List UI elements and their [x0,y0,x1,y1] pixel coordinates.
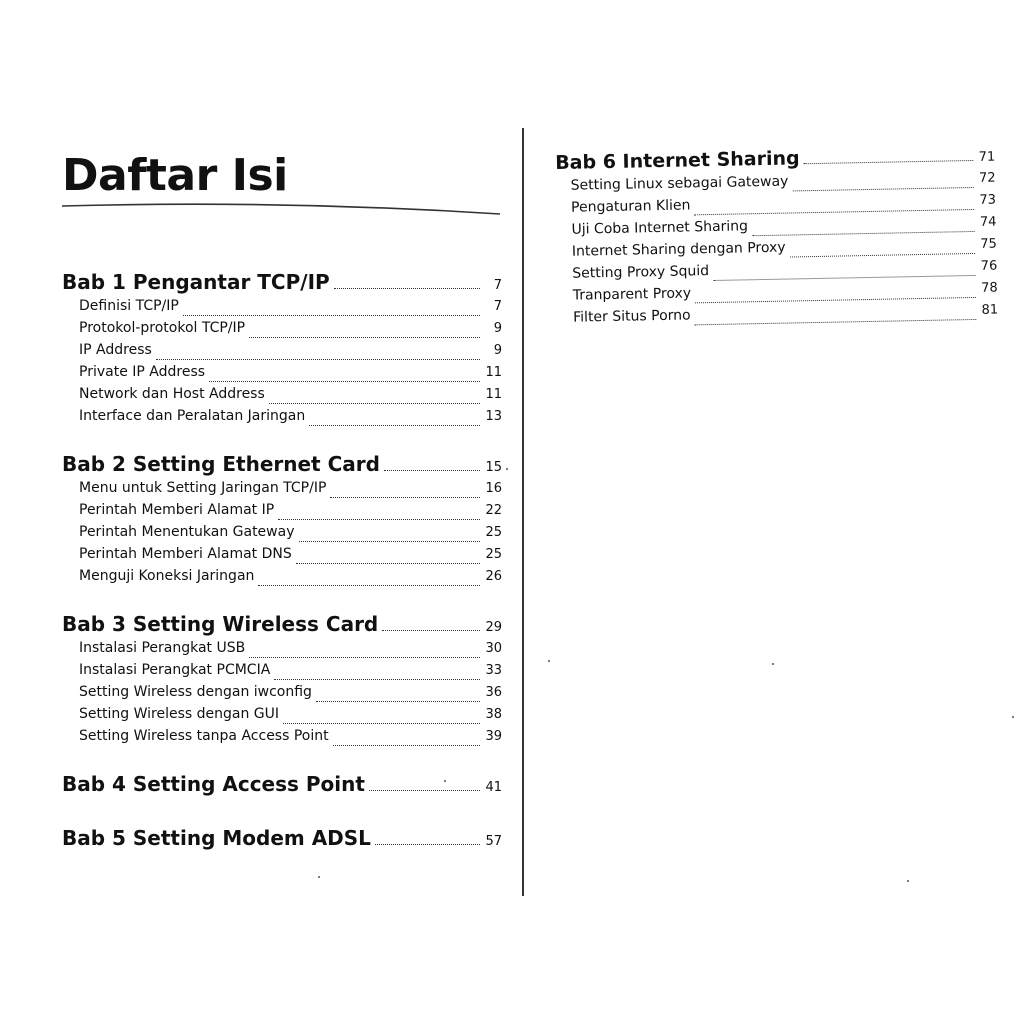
chapter-title: Bab 6 Internet Sharing [555,147,800,174]
toc-item-list [570,170,998,332]
item-page-number: 11 [485,387,502,402]
dot-leader [283,723,480,724]
item-label: Private IP Address [79,364,206,380]
item-label: Protokol-protokol TCP/IP [79,320,246,336]
item-page-number: 76 [980,258,998,274]
chapter-title: Bab 4 Setting Access Point [62,772,365,796]
dot-leader [209,381,480,382]
dot-leader [695,319,976,325]
item-label: Setting Proxy Squid [572,263,710,282]
dot-leader [375,844,480,845]
item-label: Uji Coba Internet Sharing [571,218,749,238]
chapter-title: Bab 5 Setting Modem ADSL [62,826,371,850]
dot-leader [804,160,974,164]
dot-leader [249,657,480,658]
scan-speck [1012,716,1014,718]
item-label: Network dan Host Address [79,386,265,402]
item-label: Setting Wireless tanpa Access Point [79,728,329,744]
dot-leader [299,541,481,542]
dot-leader [334,288,480,289]
item-label: Tranparent Proxy [572,285,692,304]
scan-speck [772,663,774,665]
toc-chapter-row [62,826,502,850]
toc-item-list [79,640,502,750]
scan-speck [506,468,508,470]
toc-item [79,546,502,568]
toc-chapter [62,612,502,750]
toc-item [79,706,502,728]
dot-leader [296,563,480,564]
item-label: Internet Sharing dengan Proxy [571,239,786,260]
item-label: Pengaturan Klien [570,197,691,216]
dot-leader [274,679,480,680]
toc-chapter [62,452,502,590]
item-label: Menguji Koneksi Jaringan [79,568,255,584]
dot-leader [369,790,480,791]
item-page-number: 25 [485,525,502,540]
item-label: Interface dan Peralatan Jaringan [79,408,306,424]
page-title: Daftar Isi [62,150,288,201]
scan-speck [444,780,446,782]
toc-item [79,320,502,342]
item-label: Perintah Menentukan Gateway [79,524,295,540]
chapter-page-number: 41 [485,780,502,795]
dot-leader [333,745,480,746]
chapter-title: Bab 1 Pengantar TCP/IP [62,270,330,294]
chapter-page-number: 15 [485,460,502,475]
toc-left-column [62,270,502,850]
item-label: Instalasi Perangkat PCMCIA [79,662,271,678]
toc-chapter-row [62,452,502,476]
item-label: Setting Wireless dengan GUI [79,706,279,722]
item-label: Filter Situs Porno [573,307,691,326]
item-page-number: 9 [493,343,502,358]
toc-right-column [555,144,998,332]
dot-leader [330,497,480,498]
scan-speck [548,660,550,662]
toc-chapter [62,270,502,430]
toc-item [79,684,502,706]
item-page-number: 26 [485,569,502,584]
item-page-number: 11 [485,365,502,380]
item-page-number: 78 [981,280,998,296]
item-label: Perintah Memberi Alamat DNS [79,546,292,562]
item-label: Definisi TCP/IP [79,298,179,314]
toc-item [79,386,502,408]
chapter-title: Bab 2 Setting Ethernet Card [62,452,380,476]
toc-item-list [79,480,502,590]
dot-leader [790,253,975,258]
toc-item [79,728,502,750]
item-page-number: 7 [493,299,502,314]
dot-leader [269,403,480,404]
scan-speck [318,876,320,878]
toc-item [79,640,502,662]
item-label: Perintah Memberi Alamat IP [79,502,275,518]
dot-leader [249,337,480,338]
dot-leader [316,701,480,702]
scan-speck [907,880,909,882]
item-page-number: 30 [485,641,502,656]
toc-item [79,408,502,430]
item-page-number: 25 [485,547,502,562]
item-page-number: 39 [485,729,502,744]
toc-chapter-row [62,270,502,294]
item-page-number: 9 [493,321,502,336]
toc-item [79,298,502,320]
toc-item [79,364,502,386]
item-label: Setting Linux sebagai Gateway [570,173,789,194]
center-divider [522,128,524,896]
chapter-page-number: 57 [485,834,502,849]
item-page-number: 22 [485,503,502,518]
item-page-number: 74 [979,214,997,230]
dot-leader [156,359,480,360]
dot-leader [258,585,480,586]
item-page-number: 38 [485,707,502,722]
dot-leader [309,425,480,426]
toc-item [79,524,502,546]
item-label: Setting Wireless dengan iwconfig [79,684,312,700]
item-label: Instalasi Perangkat USB [79,640,246,656]
item-page-number: 75 [980,236,997,252]
toc-item [79,480,502,502]
toc-chapter [62,826,502,850]
toc-chapter-row [62,772,502,796]
toc-item [79,568,502,590]
dot-leader [384,470,480,471]
title-underline [62,200,502,220]
chapter-page-number: 71 [978,149,996,165]
item-page-number: 16 [485,481,502,496]
toc-item [79,502,502,524]
chapter-page-number: 29 [485,620,502,635]
toc-chapter-row [62,612,502,636]
item-label: IP Address [79,342,152,358]
item-page-number: 81 [981,302,999,318]
item-page-number: 36 [485,685,502,700]
item-page-number: 73 [979,192,997,208]
chapter-page-number: 7 [493,278,502,293]
dot-leader [382,630,480,631]
dot-leader [793,187,974,191]
item-page-number: 72 [978,170,996,186]
toc-chapter-row [555,144,995,174]
chapter-title: Bab 3 Setting Wireless Card [62,612,379,636]
toc-item [79,342,502,364]
dot-leader [183,315,480,316]
toc-chapter [62,772,502,796]
dot-leader [278,519,480,520]
item-label: Menu untuk Setting Jaringan TCP/IP [79,480,327,496]
toc-chapter [555,144,998,332]
toc-item-list [79,298,502,430]
toc-item [79,662,502,684]
item-page-number: 13 [485,409,502,424]
dot-leader [752,231,974,236]
item-page-number: 33 [485,663,502,678]
